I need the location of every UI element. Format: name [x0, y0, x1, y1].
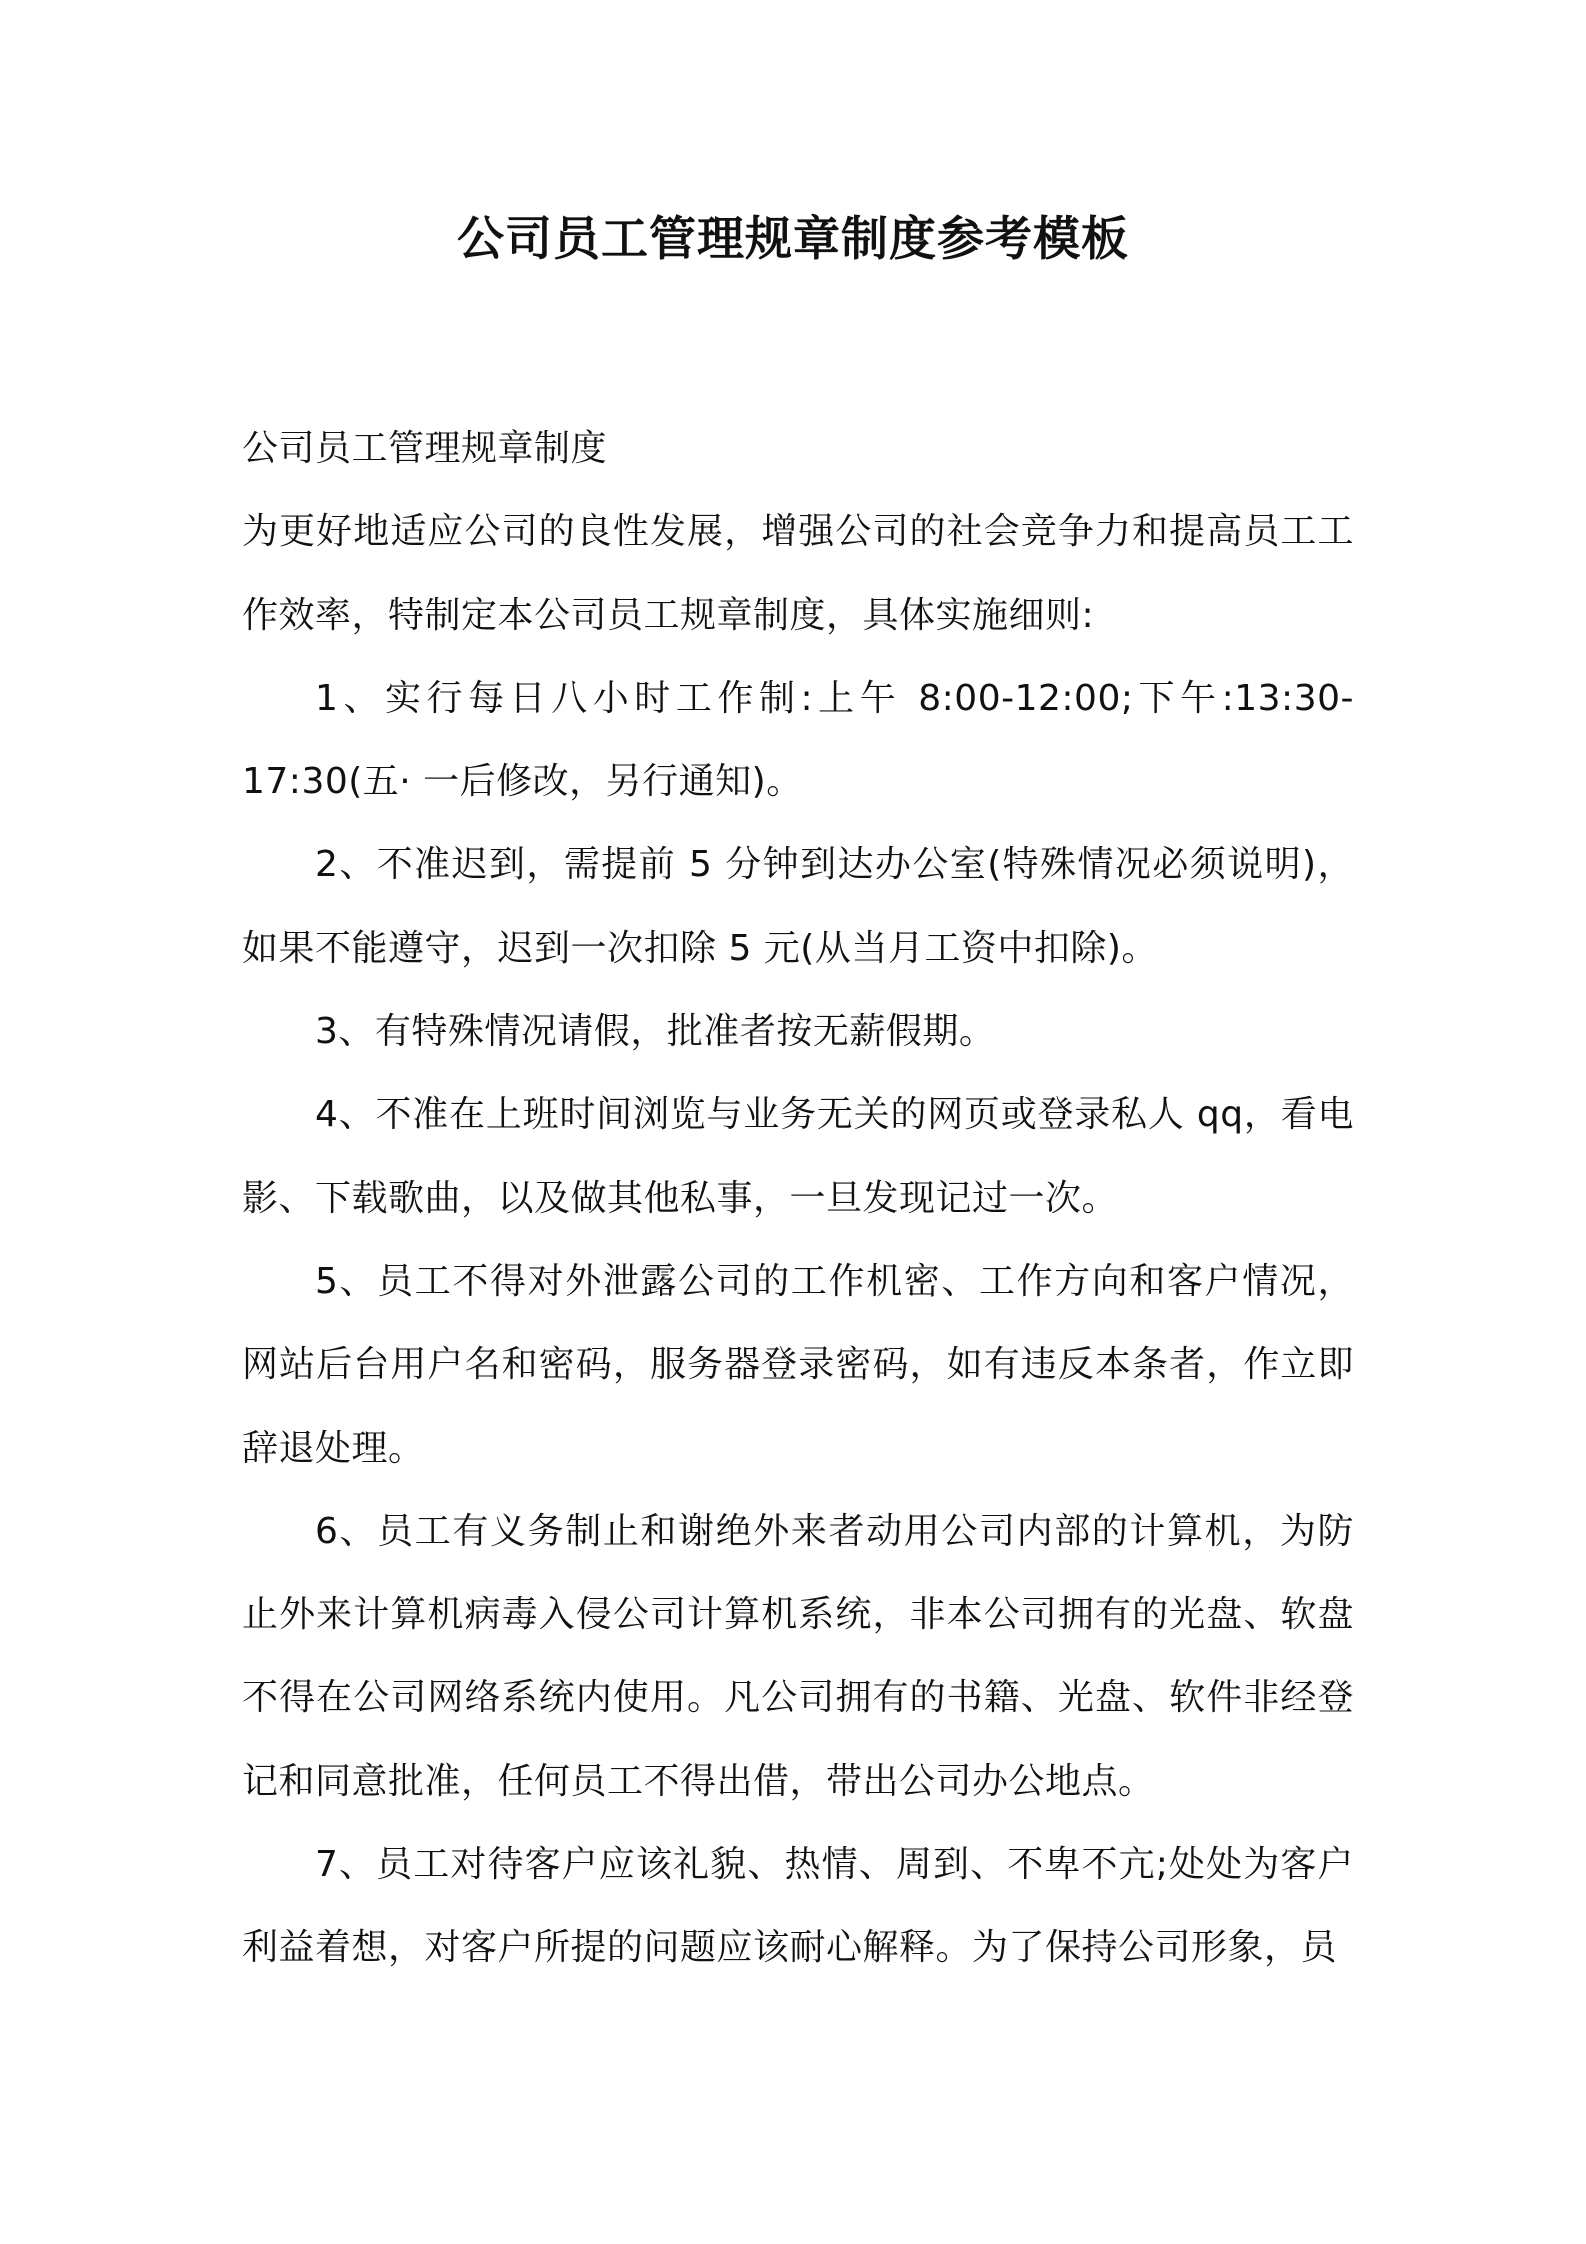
document-title: 公司员工管理规章制度参考模板: [457, 212, 1129, 267]
document-body: [242, 407, 1354, 1990]
rule-paragraph-4: 4、不准在上班时间浏览与业务无关的网页或登录私人 qq，看电影、下载歌曲，以及做其他私事，一旦发现记过一次。: [242, 1094, 1354, 1219]
rule-paragraph-7: 7、员工对待客户应该礼貌、热情、周到、不卑不亢;处处为客户利益着想，对客户所提的问题应该耐心解释。为了保持公司形象，员: [242, 1844, 1354, 1969]
rule-paragraph-1: 1、实行每日八小时工作制:上午 8:00-12:00;下午:13:30-17:30(五· 一后修改，另行通知)。: [242, 677, 1354, 803]
rule-paragraph-2: 2、不准迟到，需提前 5 分钟到达办公室(特殊情况必须说明)，如果不能遵守，迟到一次扣除 5 元(从当月工资中扣除)。: [242, 844, 1354, 969]
rule-paragraph-6: 6、员工有义务制止和谢绝外来者动用公司内部的计算机，为防止外来计算机病毒入侵公司计算机系统，非本公司拥有的光盘、软盘不得在公司网络系统内使用。凡公司拥有的书籍、光盘、软件非经登记和同意批准，任何员工不得出借，带出公司办公地点。: [242, 1510, 1354, 1802]
rule-paragraph-5: 5、员工不得对外泄露公司的工作机密、工作方向和客户情况，网站后台用户名和密码，服务器登录密码，如有违反本条者，作立即辞退处理。: [242, 1260, 1354, 1469]
document-subtitle: 公司员工管理规章制度: [242, 428, 608, 469]
intro-paragraph: 为更好地适应公司的良性发展，增强公司的社会竞争力和提高员工工作效率，特制定本公司员工规章制度，具体实施细则:: [242, 511, 1354, 636]
rule-paragraph-3: 3、有特殊情况请假，批准者按无薪假期。: [315, 1011, 996, 1053]
